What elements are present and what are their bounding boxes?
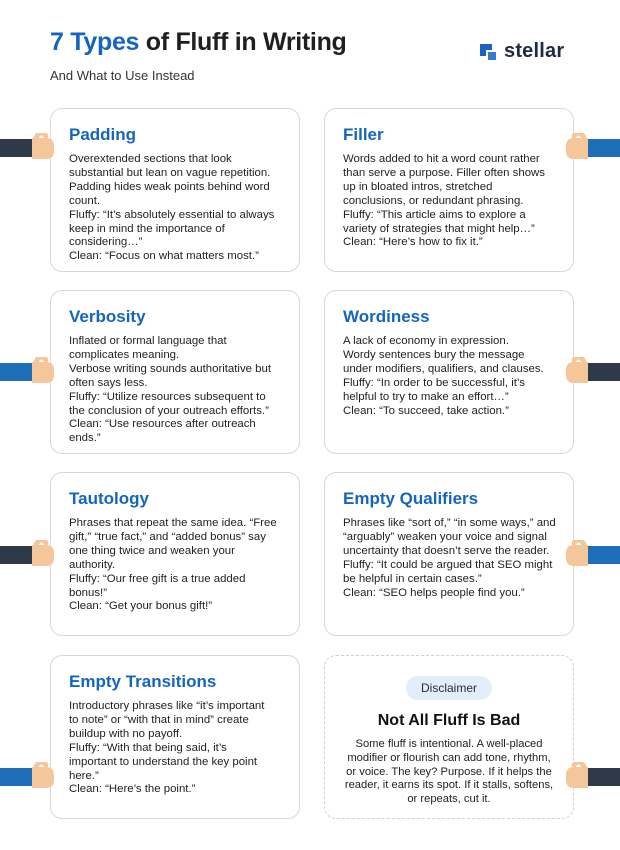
hand-icon (0, 133, 56, 163)
card-line: under modifiers, qualifiers, and clauses. (343, 362, 544, 375)
card-line: Fluffy: “It’s absolutely essential to always (69, 208, 275, 221)
disclaimer-line: modifier or flourish can add tone, rhythm, (347, 751, 551, 764)
hand-icon (0, 762, 56, 792)
card-empty-qualifiers (324, 472, 574, 636)
hand-icon (0, 540, 56, 570)
card-body (343, 153, 557, 250)
hand-icon (0, 357, 56, 387)
card-line: conclusions, or redundant phrasing. (343, 194, 524, 207)
card-empty-transitions (50, 655, 300, 819)
disclaimer-card (324, 655, 574, 819)
brand-logo (478, 40, 564, 63)
disclaimer-line: reader, it earns its spot. If it stalls, softens, (344, 779, 554, 792)
card-line: Clean: “Here’s how to fix it.” (343, 236, 483, 249)
hand-icon (564, 357, 620, 387)
card-line: Clean: “Here’s the point.” (69, 783, 196, 796)
card-line: be helpful in certain cases.” (343, 572, 482, 585)
card-line: bonus!” (69, 586, 107, 599)
card-line: Clean: “Focus on what matters most.” (69, 250, 259, 263)
card-title: Wordiness (343, 307, 430, 326)
card-line: helpful to try to make an effort…” (343, 390, 509, 403)
card-line: Fluffy: “Our free gift is a true added (69, 572, 246, 585)
card-line: than serve a purpose. Filler often shows (343, 166, 545, 179)
disclaimer-body (333, 738, 565, 807)
card-line: keep in mind the importance of (69, 222, 225, 235)
card-line: up in bloated intros, stretched (343, 180, 493, 193)
card-title: Verbosity (69, 307, 146, 326)
card-line: Fluffy: “Utilize resources subsequent to (69, 390, 266, 403)
card-line: important to understand the key point (69, 755, 258, 768)
card-line: Fluffy: “In order to be successful, it’s (343, 376, 525, 389)
title-accent: 7 Types (50, 28, 140, 56)
card-line: often says less. (69, 376, 148, 389)
card-line: Inflated or formal language that (69, 335, 227, 347)
card-filler (324, 108, 574, 272)
card-line: A lack of economy in expression. (343, 335, 509, 347)
stellar-logo-icon (478, 42, 498, 62)
card-line: Clean: “Use resources after outreach (69, 418, 256, 431)
card-body (343, 517, 557, 600)
card-line: Wordy sentences bury the message (343, 348, 525, 361)
title-rest: of Fluff in Writing (139, 28, 347, 56)
card-wordiness (324, 290, 574, 454)
card-line: count. (69, 194, 101, 207)
card-title: Padding (69, 125, 137, 144)
disclaimer-line: Some fluff is intentional. A well-placed (355, 738, 543, 750)
card-line: Phrases that repeat the same idea. “Free (69, 517, 277, 529)
card-line: Fluffy: “It could be argued that SEO might (343, 558, 553, 571)
card-line: Verbose writing sounds authoritative but (69, 362, 271, 375)
card-line: Clean: “SEO helps people find you.” (343, 586, 525, 599)
card-line: gift,” “true fact,” and “added bonus” say (69, 530, 266, 543)
card-title: Empty Qualifiers (343, 489, 479, 508)
card-body (69, 517, 283, 614)
card-line: Clean: “To succeed, take action.” (343, 404, 509, 417)
page-title (50, 28, 347, 57)
card-verbosity (50, 290, 300, 454)
card-line: authority. (69, 558, 116, 571)
card-title: Tautology (69, 489, 149, 508)
page-subtitle: And What to Use Instead (50, 68, 195, 83)
card-line: Padding hides weak points behind word (69, 180, 270, 193)
card-body (343, 335, 557, 418)
card-line: Fluffy: “This article aims to explore a (343, 208, 526, 221)
card-body (69, 700, 283, 797)
card-line: substantial but lean on vague repetition. (69, 166, 271, 179)
card-line: the conclusion of your outreach efforts.” (69, 404, 269, 417)
card-line: “arguably” weaken your voice and signal (343, 530, 547, 543)
disclaimer-badge: Disclaimer (406, 676, 492, 700)
disclaimer-line: or repeats, cut it. (407, 793, 491, 806)
card-line: ends.” (69, 432, 101, 445)
card-padding (50, 108, 300, 272)
disclaimer-title: Not All Fluff Is Bad (377, 712, 521, 729)
card-line: considering…” (69, 236, 143, 249)
hand-icon (564, 540, 620, 570)
card-tautology (50, 472, 300, 636)
card-line: Overextended sections that look (69, 153, 232, 165)
card-body (69, 335, 283, 446)
logo-text: stellar (504, 40, 565, 62)
card-title: Empty Transitions (69, 672, 217, 691)
card-line: buildup with no payoff. (69, 727, 183, 740)
card-line: to note” or “with that in mind” create (69, 713, 249, 726)
hand-icon (564, 762, 620, 792)
card-line: Introductory phrases like “it’s important (69, 700, 265, 712)
card-line: Words added to hit a word count rather (343, 153, 540, 165)
card-body (69, 153, 283, 264)
card-line: Phrases like “sort of,” “in some ways,” and (343, 517, 556, 529)
card-line: here.” (69, 769, 99, 782)
card-line: Clean: “Get your bonus gift!” (69, 600, 213, 613)
card-title: Filler (343, 125, 384, 144)
card-line: Fluffy: “With that being said, it’s (69, 741, 227, 754)
card-line: uncertainty that doesn’t serve the reader. (343, 544, 550, 557)
card-line: complicates meaning. (69, 348, 180, 361)
card-line: variety of strategies that might help…” (343, 222, 535, 235)
hand-icon (564, 133, 620, 163)
card-line: one thing twice and weaken your (69, 544, 235, 557)
disclaimer-line: or voice. The key? Purpose. If it helps the (346, 765, 552, 778)
